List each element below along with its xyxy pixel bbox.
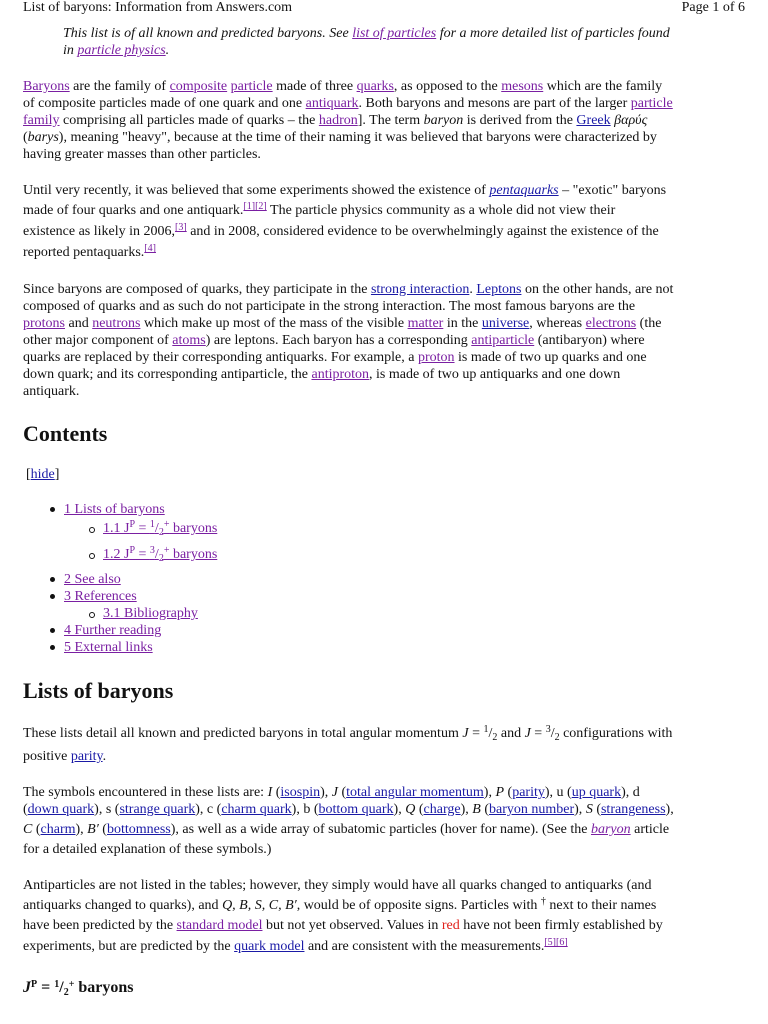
toc-item-2[interactable]: 2 See also — [64, 572, 121, 587]
s2-line-1: The symbols encountered in these lists are: I (isospin), J (total angular momentum), P (parity), u (up quark), d — [23, 785, 640, 800]
link-antiproton[interactable]: antiproton — [311, 367, 370, 382]
s3-line-3: have been predicted by the standard model but not yet observed. Values in red have not been firmly established by — [23, 918, 663, 933]
s2-line-3: C (charm), B′ (bottomness), as well as a wide array of subatomic particles (hover for name). (See the baryon article — [23, 822, 670, 837]
p1-line-4: (barys), meaning "heavy", because at the time of their naming it was believed that baryons were characterized by — [23, 130, 657, 145]
toc-item-3[interactable]: 3 References — [64, 589, 137, 604]
p3-line-4: other major component of atoms) are leptons. Each baryon has a corresponding antiparticle (antibaryon) where — [23, 333, 645, 348]
bullet-icon — [50, 594, 55, 599]
ref-3[interactable]: [3] — [175, 222, 187, 233]
link-strong-interaction[interactable]: strong interaction — [370, 282, 470, 297]
p1-line-5: having greater masses than other particles. — [23, 147, 261, 162]
link-strangeness[interactable]: strangeness — [600, 802, 666, 817]
contents-heading: Contents — [23, 421, 108, 446]
link-pentaquarks[interactable]: pentaquarks — [489, 183, 559, 198]
link-matter[interactable]: matter — [407, 316, 444, 331]
link-parity[interactable]: parity — [70, 749, 103, 764]
section-heading-lists: Lists of baryons — [23, 678, 174, 703]
link-particle-family-1[interactable]: particle — [630, 96, 673, 111]
link-charm[interactable]: charm — [40, 822, 76, 837]
intro-line-1: This list is of all known and predicted baryons. See list of particles for a more detailed list of particles found — [63, 26, 670, 41]
link-protons[interactable]: protons — [23, 316, 65, 331]
p3-line-1: Since baryons are composed of quarks, they participate in the strong interaction. Leptons on the other hands, are not — [23, 282, 674, 297]
link-leptons[interactable]: Leptons — [476, 282, 522, 297]
ref-5-6[interactable]: [5][6] — [544, 937, 568, 948]
link-antiparticle[interactable]: antiparticle — [471, 333, 535, 348]
ref-4[interactable]: [4] — [144, 243, 156, 254]
p2-line-4: reported pentaquarks.[4] — [23, 243, 156, 260]
link-particle-family-2[interactable]: family — [23, 113, 60, 128]
link-baryon-number[interactable]: baryon number — [488, 802, 575, 817]
bullet-icon — [50, 645, 55, 650]
link-list-of-particles[interactable]: list of particles — [352, 26, 437, 41]
p2-line-1: Until very recently, it was believed that some experiments showed the existence of pentaquarks – "exotic" baryons — [23, 183, 667, 198]
toc-item-1[interactable]: 1 Lists of baryons — [64, 502, 165, 517]
toc-hide-toggle: [hide] — [26, 467, 60, 482]
s1-line-2: positive parity. — [23, 749, 107, 764]
link-strange-quark[interactable]: strange quark — [119, 802, 196, 817]
link-composite[interactable]: composite — [169, 79, 228, 94]
link-quark-model[interactable]: quark model — [234, 939, 305, 954]
circle-bullet-icon — [89, 527, 95, 533]
link-proton[interactable]: proton — [417, 350, 455, 365]
p3-line-6: down quark; and its corresponding antiparticle, the antiproton, is made of two up antiquarks and one down — [23, 367, 621, 382]
link-total-angular-momentum[interactable]: total angular momentum — [346, 785, 484, 800]
link-particle[interactable]: particle — [230, 79, 273, 94]
link-greek[interactable]: Greek — [576, 113, 611, 128]
s2-line-2: (down quark), s (strange quark), c (charm quark), b (bottom quark), Q (charge), B (baryon number), S (strangeness), — [23, 802, 674, 817]
intro-line-2: in particle physics. — [63, 43, 170, 58]
link-charge[interactable]: charge — [423, 802, 461, 817]
p3-line-3: protons and neutrons which make up most of the mass of the visible matter in the universe, whereas electrons (the — [23, 316, 662, 331]
ref-1-2[interactable]: [1][2] — [243, 201, 267, 212]
bullet-icon — [50, 577, 55, 582]
link-antiquark[interactable]: antiquark — [305, 96, 359, 111]
subsection-heading-half-baryons: $J^P = ^1/_2^+$ baryons — [23, 979, 134, 998]
link-quarks[interactable]: quarks — [356, 79, 394, 94]
print-page-number: Page 1 of 6 — [681, 0, 745, 15]
hide-link[interactable]: hide — [30, 467, 55, 482]
p3-line-7: antiquark. — [23, 384, 80, 399]
link-hadron[interactable]: hadron — [318, 113, 358, 128]
toc-item-1-2[interactable]: 1.2 $J^P = ^3/_2^+$ baryons — [103, 545, 218, 564]
link-bottomness[interactable]: bottomness — [106, 822, 171, 837]
link-particle-physics[interactable]: particle physics — [77, 43, 166, 58]
p1-line-2: of composite particles made of one quark and one antiquark. Both baryons and mesons are part of the larger particle — [23, 96, 673, 111]
link-down-quark[interactable]: down quark — [27, 802, 95, 817]
toc-item-5[interactable]: 5 External links — [64, 640, 153, 655]
link-standard-model[interactable]: standard model — [176, 918, 263, 933]
link-mesons[interactable]: mesons — [501, 79, 544, 94]
s3-line-4: experiments, but are predicted by the quark model and are consistent with the measurements.[5][6] — [23, 937, 568, 954]
link-baryons[interactable]: Baryons — [23, 79, 70, 94]
link-neutrons[interactable]: neutrons — [92, 316, 141, 331]
link-atoms[interactable]: atoms — [172, 333, 206, 348]
p1-line-3: family comprising all particles made of quarks – the hadron]. The term baryon is derived from the Greek βαρύς — [23, 113, 648, 128]
circle-bullet-icon — [89, 612, 95, 618]
dagger-icon: † — [540, 896, 546, 907]
link-electrons[interactable]: electrons — [585, 316, 637, 331]
s1-line-1: These lists detail all known and predicted baryons in total angular momentum $J = ^1/_2$ and $J = ^3/_2$ configurations with — [23, 724, 673, 743]
link-up-quark[interactable]: up quark — [571, 785, 622, 800]
toc-item-4[interactable]: 4 Further reading — [64, 623, 162, 638]
p2-line-3: existence as likely in 2006,[3] and in 2008, considered evidence to be overwhelmingly against the existence of the — [23, 222, 659, 239]
p3-line-2: composed of quarks and as such do not participate in the strong interaction. The most famous baryons are the — [23, 299, 636, 314]
print-header-title: List of baryons: Information from Answers.com — [23, 0, 293, 15]
bullet-icon — [50, 628, 55, 633]
s2-line-4: for a detailed explanation of these symbols.) — [23, 842, 272, 857]
link-parity-2[interactable]: parity — [512, 785, 545, 800]
s3-line-2: antiquarks changed to quarks), and Q, B, S, C, B′, would be of opposite signs. Particles with † next to their names — [23, 896, 657, 913]
p3-line-5: quarks are replaced by their corresponding antiquarks. For example, a proton is made of two up quarks and one — [23, 350, 647, 365]
p2-line-2: made of four quarks and one antiquark.[1][2] The particle physics community as a whole did not view their — [23, 201, 616, 218]
p1-line-1: Baryons are the family of composite particle made of three quarks, as opposed to the mesons which are the family — [23, 79, 663, 94]
toc-item-1-1[interactable]: 1.1 $J^P = ^1/_2^+$ baryons — [103, 519, 218, 538]
circle-bullet-icon — [89, 553, 95, 559]
toc-item-3-1[interactable]: 3.1 Bibliography — [103, 606, 198, 621]
link-isospin[interactable]: isospin — [280, 785, 321, 800]
link-universe[interactable]: universe — [481, 316, 530, 331]
s3-line-1: Antiparticles are not listed in the tables; however, they simply would have all quarks changed to antiquarks (and — [23, 878, 652, 893]
link-bottom-quark[interactable]: bottom quark — [318, 802, 394, 817]
bullet-icon — [50, 507, 55, 512]
link-baryon[interactable]: baryon — [590, 822, 631, 837]
link-charm-quark[interactable]: charm quark — [221, 802, 292, 817]
